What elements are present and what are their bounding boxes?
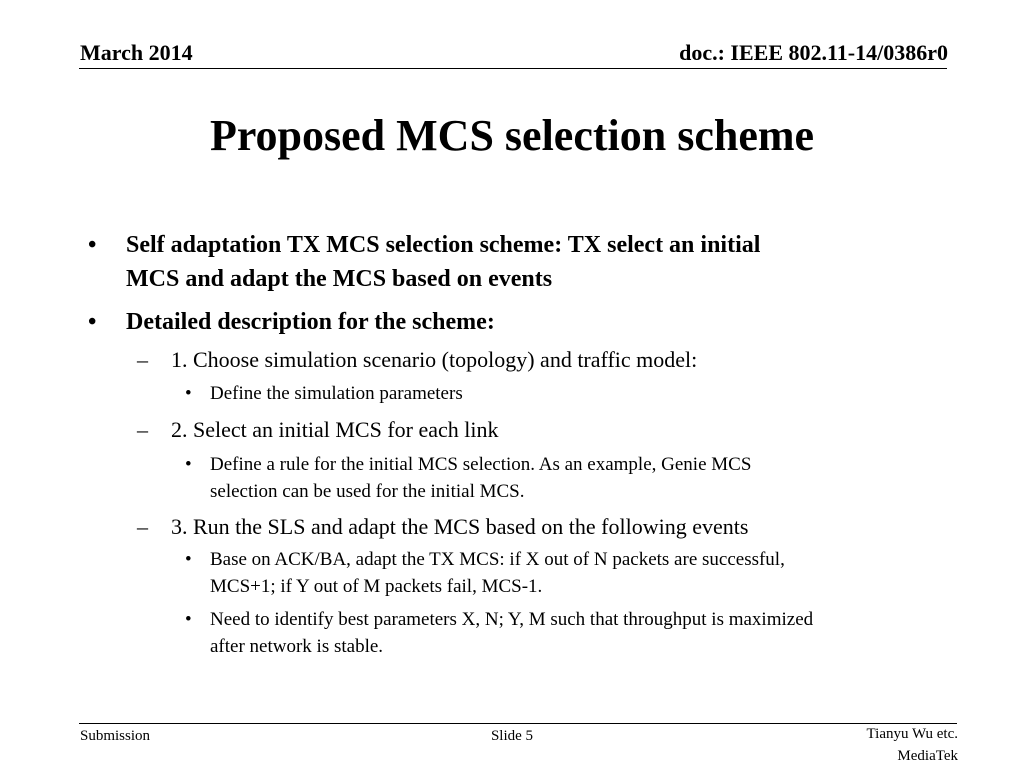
bullet-marker: • bbox=[185, 383, 192, 404]
footer-organization: MediaTek bbox=[897, 748, 958, 764]
step-text: 1. Choose simulation scenario (topology) and traffic model: bbox=[171, 347, 698, 372]
bullet-marker: • bbox=[185, 549, 192, 570]
detail-text-line-2: after network is stable. bbox=[210, 636, 384, 657]
step-2-detail bbox=[185, 451, 945, 505]
detail-text-line-1: Need to identify best parameters X, N; Y, M such that throughput is maximized bbox=[210, 609, 814, 630]
dash-marker: – bbox=[137, 417, 148, 442]
bullet-marker: • bbox=[185, 454, 192, 475]
step-1-detail bbox=[185, 380, 945, 407]
bullet-marker: • bbox=[88, 232, 97, 258]
step-3 bbox=[137, 512, 937, 542]
bullet-text-line-2: MCS and adapt the MCS based on events bbox=[126, 266, 553, 292]
bullet-self-adaptation bbox=[88, 228, 948, 298]
header-divider bbox=[79, 68, 947, 69]
footer-author: Tianyu Wu etc. bbox=[866, 726, 958, 742]
step-3-detail-1 bbox=[185, 546, 945, 600]
detail-text-line-1: Define a rule for the initial MCS selection. As an example, Genie MCS bbox=[210, 454, 752, 475]
bullet-marker: • bbox=[88, 309, 97, 335]
detail-text-line-2: selection can be used for the initial MCS. bbox=[210, 481, 525, 502]
footer-submission: Submission bbox=[80, 728, 151, 744]
bullet-detailed-description bbox=[88, 305, 948, 339]
footer-author-block bbox=[867, 723, 958, 767]
detail-text-line-1: Base on ACK/BA, adapt the TX MCS: if X out of N packets are successful, bbox=[210, 549, 785, 570]
bullet-text: Detailed description for the scheme: bbox=[126, 309, 495, 335]
step-3-detail-2 bbox=[185, 606, 945, 660]
header-doc-id: doc.: IEEE 802.11-14/0386r0 bbox=[679, 40, 948, 65]
step-1 bbox=[137, 345, 937, 375]
detail-text-line-2: MCS+1; if Y out of M packets fail, MCS-1. bbox=[210, 576, 543, 597]
dash-marker: – bbox=[137, 347, 148, 372]
slide-title: Proposed MCS selection scheme bbox=[209, 111, 815, 160]
step-2 bbox=[137, 415, 937, 445]
bullet-marker: • bbox=[185, 609, 192, 630]
footer-slide-number: Slide 5 bbox=[490, 728, 534, 744]
dash-marker: – bbox=[137, 514, 148, 539]
header-date: March 2014 bbox=[80, 40, 193, 65]
bullet-text-line-1: Self adaptation TX MCS selection scheme: TX select an initial bbox=[126, 232, 761, 258]
step-text: 3. Run the SLS and adapt the MCS based on the following events bbox=[171, 514, 749, 539]
detail-text: Define the simulation parameters bbox=[210, 383, 463, 404]
footer-divider bbox=[79, 723, 957, 724]
step-text: 2. Select an initial MCS for each link bbox=[171, 417, 499, 442]
